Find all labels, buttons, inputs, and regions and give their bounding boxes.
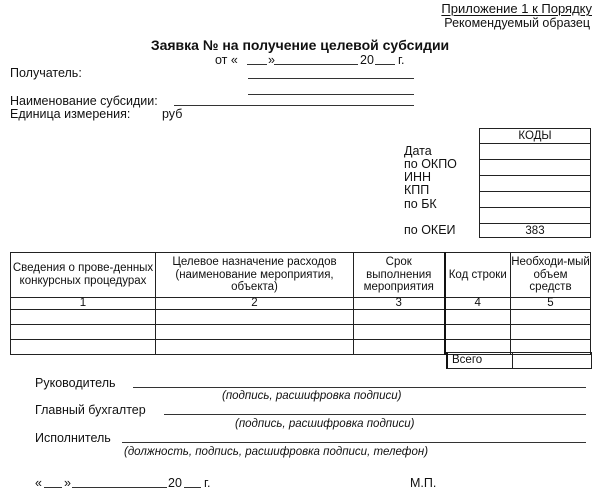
col-number: 4 xyxy=(445,298,511,310)
codes-okpo-cell[interactable] xyxy=(480,160,590,176)
form-title: Заявка № на получение целевой субсидии xyxy=(150,37,450,53)
date-day-field[interactable] xyxy=(247,64,267,65)
total-label: Всего xyxy=(452,354,483,366)
table-cell[interactable] xyxy=(11,310,156,325)
table-cell[interactable] xyxy=(11,325,156,340)
footer-year-prefix: 20 xyxy=(168,476,182,490)
table-cell[interactable] xyxy=(445,310,511,325)
total-row xyxy=(446,352,592,369)
appendix-label: Приложение 1 к Порядку xyxy=(441,1,592,16)
col-header-row-code: Код строки xyxy=(445,253,511,298)
date-from-label: от « xyxy=(215,53,238,67)
head-label: Руководитель xyxy=(35,376,116,390)
date-month-field[interactable] xyxy=(274,64,358,65)
footer-day-field[interactable] xyxy=(44,487,62,488)
date-year-field[interactable] xyxy=(375,64,395,65)
table-cell[interactable] xyxy=(156,340,354,355)
total-divider xyxy=(512,353,513,368)
unit-value: руб xyxy=(162,107,183,121)
accountant-label: Главный бухгалтер xyxy=(35,403,146,417)
footer-year-field[interactable] xyxy=(184,487,201,488)
codes-label-okei: по ОКЕИ xyxy=(404,223,456,237)
head-hint: (подпись, расшифровка подписи) xyxy=(222,390,402,402)
col-number: 3 xyxy=(354,298,445,310)
table-cell[interactable] xyxy=(511,310,591,325)
col-number: 2 xyxy=(156,298,354,310)
seal-label: М.П. xyxy=(410,476,437,490)
table-cell[interactable] xyxy=(511,325,591,340)
codes-label-okpo: по ОКПО xyxy=(404,157,457,171)
table-cell[interactable] xyxy=(354,310,445,325)
codes-label-bk: по БК xyxy=(404,197,437,211)
subsidy-name-field[interactable] xyxy=(174,105,414,106)
subsidy-table xyxy=(10,252,591,355)
recipient-field-1[interactable] xyxy=(248,78,414,79)
table-cell[interactable] xyxy=(354,325,445,340)
table-row xyxy=(11,325,591,340)
date-quote-close: » xyxy=(268,53,275,67)
executor-signature-field[interactable] xyxy=(122,442,586,443)
head-signature-field[interactable] xyxy=(133,387,586,388)
accountant-signature-field[interactable] xyxy=(164,414,586,415)
footer-open-quote: « xyxy=(35,476,42,490)
col-number: 1 xyxy=(11,298,156,310)
codes-header: КОДЫ xyxy=(480,129,590,144)
date-year-prefix: 20 xyxy=(360,53,374,67)
codes-date-cell[interactable] xyxy=(480,144,590,160)
footer-close-quote: » xyxy=(64,476,71,490)
col-header-purpose: Целевое назначение расходов (наименование мероприятия, объекта) xyxy=(156,253,354,298)
recipient-field-2[interactable] xyxy=(248,94,414,95)
footer-month-field[interactable] xyxy=(72,487,167,488)
date-year-suffix: г. xyxy=(398,53,405,67)
table-cell[interactable] xyxy=(156,310,354,325)
table-cell[interactable] xyxy=(354,340,445,355)
unit-label: Единица измерения: xyxy=(10,107,131,121)
codes-label-date: Дата xyxy=(404,144,432,158)
table-cell[interactable] xyxy=(11,340,156,355)
executor-hint: (должность, подпись, расшифровка подписи, телефон) xyxy=(124,446,429,458)
codes-okei-cell: 383 xyxy=(525,225,545,237)
codes-label-inn: ИНН xyxy=(404,170,432,184)
accountant-hint: (подпись, расшифровка подписи) xyxy=(235,418,415,430)
recipient-label: Получатель: xyxy=(10,66,82,80)
table-cell[interactable] xyxy=(445,325,511,340)
col-number: 5 xyxy=(511,298,591,310)
table-row xyxy=(11,310,591,325)
codes-box xyxy=(479,128,591,238)
table-cell[interactable] xyxy=(156,325,354,340)
col-header-term: Срок выполнения мероприятия xyxy=(354,253,445,298)
col-header-procedures: Сведения о прове-денных конкурсных процедурах xyxy=(11,253,156,298)
footer-year-suffix: г. xyxy=(204,476,211,490)
codes-kpp-cell[interactable] xyxy=(480,192,590,208)
col-header-amount: Необходи-мый объем средств xyxy=(511,253,591,298)
sample-label: Рекомендуемый образец xyxy=(444,16,590,30)
codes-inn-cell[interactable] xyxy=(480,176,590,192)
codes-bk-cell[interactable] xyxy=(480,208,590,224)
codes-label-kpp: КПП xyxy=(404,183,430,197)
executor-label: Исполнитель xyxy=(35,431,111,445)
subsidy-name-label: Наименование субсидии: xyxy=(10,94,158,108)
